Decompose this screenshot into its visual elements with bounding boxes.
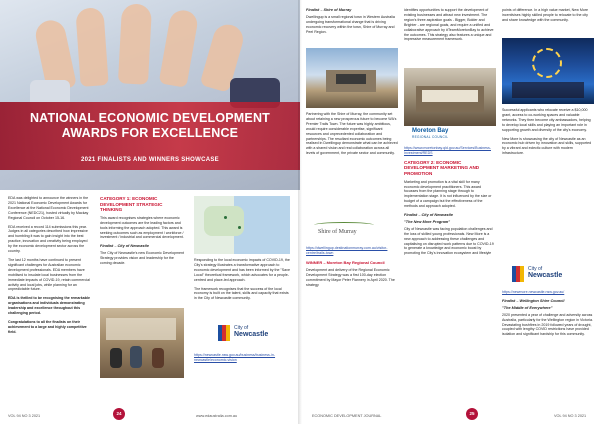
right-column-2: identifies opportunities to support the development of existing businesses and attract new investment. The region's three aspiration goals - Bigger, Bolder and Brighter - are regional goals, and require a unified and collaborative approach by #TeamMoretonBay to achieve the outcomes. This strategy also features a unique and impressive measurement framework. [404, 8, 494, 42]
finalist-heading: Finalist – Wellington Shire Council [502, 298, 565, 303]
right-column-3: points of difference. In a high value market, New More incentivises highly skilled people to relocate to the city and share knowledge with the community. [502, 8, 589, 22]
program-subtitle: "The Middle of Everywhere" [502, 305, 553, 310]
footer-volume: VOL 94 NO 3 2021 [8, 414, 41, 418]
trails-photo [306, 48, 398, 108]
office-photo [100, 308, 184, 378]
right-column-3b: Successful applicants who relocate receive a $10,000 grant, access to co-working spaces and valuable networks. They then become city ambassadors, helping to develop local skills and playing an important role in supporting growth and diversity of the city's economy. New More is showcasing the city of Newcastle as an economic hub driven by innovation and skills, supported by a vibrant and eclectic culture with modern infrastructure. [502, 108, 592, 156]
page-gutter [298, 0, 302, 424]
new-more-photo [502, 38, 594, 104]
hero-subtitle: 2021 FINALISTS AND WINNERS SHOWCASE [81, 157, 219, 163]
shire-of-murray-logo: Shire of Murray [314, 222, 384, 240]
page-number: 24 [113, 408, 125, 420]
moreton-bay-photo [404, 68, 496, 126]
right-column-1c: https://dwellingup.destinationmurray.com.au/visitor-centre/trails-town WINNER – Moreton Bay Regional Council Development and delivery of the Regional Economic Development Strategy was a first 100-day election commitment by Mayor Peter Flannery in April 2020. The strategy [306, 246, 398, 292]
finalist-heading: Finalist – City of Newcastle [100, 244, 149, 249]
page-number: 25 [466, 408, 478, 420]
left-column-2: CATEGORY 1: ECONOMIC DEVELOPMENT STRATEGIC THINKING This award recognises strategies where economic development outcomes are the leading factors and tools informing the approach adopted. This award is seeking outcomes such as employment / workforce / investment / industrial and commercial development. Finalist – City of Newcastle The City of Newcastle's new Economic Development Strategy provides vision and leadership for the coming decade. [100, 196, 184, 266]
city-of-newcastle-logo: City of Newcastle [512, 266, 572, 284]
hand-illustration [118, 3, 152, 84]
link-text [194, 353, 290, 367]
logo-wave-icon [314, 222, 374, 228]
footer-site: www.edaustralia.com.au [196, 414, 238, 418]
program-subtitle: "The New More Program" [404, 219, 451, 224]
moreton-bay-logo: Moreton Bay REGIONAL COUNCIL [412, 128, 449, 139]
hero-title: NATIONAL ECONOMIC DEVELOPMENT AWARDS FOR EXCELLENCE [29, 111, 271, 140]
left-column-3: Responding to the local economic impacts of COVID-19, the City's strategy illustrates a transformative approach to economic development and has been informed by the "Save Local" theoretical framework, which advocates for a people-centred and place-led approach. The framework recognises that the success of the local economy is built on the talent, skills and capacity that exists in the City of Newcastle community. [194, 258, 290, 301]
moreton-link[interactable]: https://www.moretonbay.qld.gov.au/Services/Business-Investment/REDS [404, 146, 491, 155]
category-heading: CATEGORY 2: ECONOMIC DEVELOPMENT MARKETING AND PROMOTION [404, 159, 480, 176]
hand-illustration [75, 7, 108, 87]
category-heading: CATEGORY 1: ECONOMIC DEVELOPMENT STRATEGIC THINKING [100, 196, 163, 213]
murray-link[interactable]: https://dwellingup.destinationmurray.com.au/visitor-centre/trails-town [306, 246, 388, 255]
right-column-1: Finalist – Shire of Murray Dwellingup is a small regional town in Western Australia undergoing transformational change that is driving economic recovery within the town, Shire of Murray and Peel Region. [306, 8, 398, 39]
footer-journal: ECONOMIC DEVELOPMENT JOURNAL [312, 414, 382, 418]
right-column-2b: https://www.moretonbay.qld.gov.au/Services/Business-Investment/REDS CATEGORY 2: ECONOMIC DEVELOPMENT MARKETING AND PROMOTION Marketing and promotion is a vital skill for many economic development practitioners. This award focusses from the planning stage through to implementation stage. It is not influenced by the size or budget of a campaign but the effectiveness of the methods and approach adopted. Finalist – City of Newcastle "The New More Program" City of Newcastle was facing population challenges and the loss of skilled young professionals. New More is a new approach to addressing these challenges and capitalising on disrupted work patterns due to COVID-19 to generate a knowledge and economic boost by promoting the City's innovation ecosystem and lifestyle [404, 146, 496, 260]
logo-mark-icon [218, 325, 230, 341]
newmore-link[interactable]: https://newmore.newcastle.nsw.gov.au/ [502, 290, 565, 294]
finalist-heading: Finalist – City of Newcastle [404, 213, 453, 218]
footer-volume: VOL 94 NO 3 2021 [554, 414, 587, 418]
hero-banner [0, 0, 300, 190]
right-page [300, 0, 600, 424]
map-image [194, 196, 290, 254]
left-column-1: EDA was delighted to announce the winners in the 2021 National Economic Development Awards for Excellence at the National Economic Development Conference (NEDC21), hosted virtually by Mackay Regional Council on October 15-16. EDA received a record 114 submissions this year. Judges in all categories described how impressive and humbling it was to gain insight into the best practice, innovation and creativity being employed by the economic development sector across the country. The last 12 months have continued to present significant challenges for Australian economic development professionals. EDA members have mobilised to insulate local businesses from the immediate impacts of COVID-19, retain commercial activity and local jobs, while planning for an unpredictable future. EDA is thrilled to be recognising the remarkable organisations and individuals demonstrating leadership and excellence throughout this challenging period. Congratulations to all the finalists on their achievement to a large and highly competitive field. [8, 196, 90, 334]
right-column-3c: https://newmore.newcastle.nsw.gov.au/ Finalist – Wellington Shire Council "The Middle of Everywhere" 2020 presented a year of challenge and adversity across Australia, particularly for the Wellington region in Victoria. Devastating bushfires in 2019 followed years of drought, coupled with lengthy COVID restrictions have provided isolation and significant hardship for this community. [502, 290, 593, 337]
finalist-heading: Finalist – Shire of Murray [306, 8, 352, 12]
winner-heading: WINNER – Moreton Bay Regional Council [306, 259, 385, 265]
newcastle-link[interactable]: https://newcastle.nsw.gov.au/business/business-in-newcastle/economic-vision [194, 353, 276, 362]
hand-illustration [159, 8, 200, 88]
logo-mark-icon [512, 266, 524, 282]
right-column-1b: Partnering with the Shire of Murray, the community set about retaining a new prosperous future to become WA's Premier Trails Town. The future was highly ambitious, would require considerable expertise, significant resources and unprecedented collaboration and partnerships. The resultant economic outcomes being realised in Dwellingup demonstrate what can be achieved with a shared vision and real collaboration across all levels of government, the private sector and community. [306, 112, 398, 156]
city-of-newcastle-logo: City of Newcastle [218, 325, 278, 343]
